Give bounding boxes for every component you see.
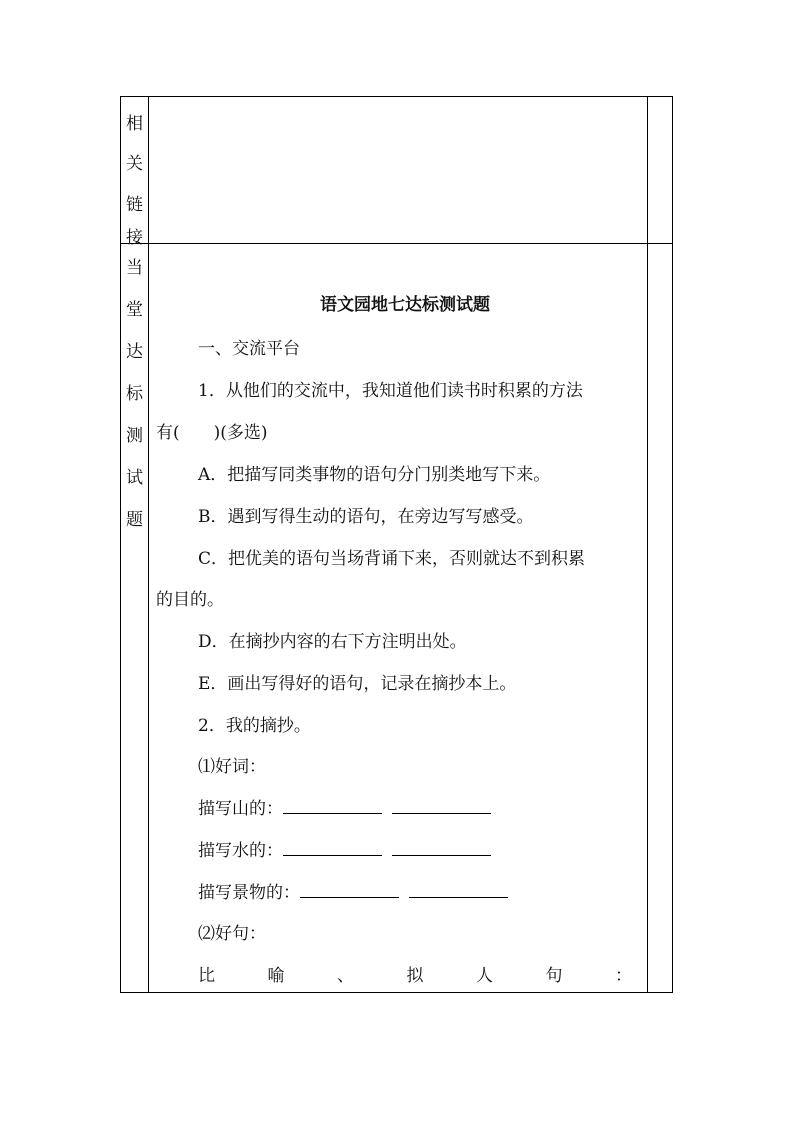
answer-blank[interactable]: [392, 841, 491, 856]
mountains-label: 描写山的：: [198, 799, 283, 819]
label-char: 题: [126, 510, 143, 530]
answer-blank[interactable]: [283, 841, 382, 856]
in-class-test-label: [121, 243, 148, 993]
answer-blank[interactable]: [392, 799, 491, 814]
scenery-label: 描写景物的：: [198, 883, 300, 903]
label-char: 堂: [126, 300, 143, 320]
scenery-row: [198, 883, 518, 903]
line-char: 喻: [267, 966, 285, 986]
answer-blank[interactable]: [300, 883, 399, 898]
line-char: 拟: [406, 966, 424, 986]
section-heading: 一、交流平台: [198, 339, 300, 359]
line-char: 比: [198, 966, 215, 986]
option-b: B．遇到写得生动的语句，在旁边写写感受。: [198, 507, 534, 527]
option-d: D．在摘抄内容的右下方注明出处。: [198, 632, 467, 652]
label-char: 链: [126, 195, 143, 215]
question-1-line-2: 有( )(多选): [156, 423, 268, 443]
related-links-label: [121, 97, 148, 248]
test-title: 语文园地七达标测试题: [320, 295, 490, 315]
line-char: 句: [545, 966, 563, 986]
option-e: E．画出写得好的语句，记录在摘抄本上。: [198, 674, 517, 694]
label-char: 达: [126, 342, 143, 362]
option-c-line-1: C．把优美的语句当场背诵下来，否则就达不到积累: [198, 549, 586, 569]
good-words-heading: ⑴好词：: [198, 757, 266, 777]
label-char: 标: [126, 384, 143, 404]
label-char: 相: [126, 114, 143, 134]
label-char: 当: [126, 258, 143, 278]
label-column-divider: [148, 97, 149, 992]
label-char: 关: [126, 154, 143, 174]
line-char: 、: [337, 966, 354, 986]
option-c-line-2: 的目的。: [156, 590, 224, 610]
label-char: 接: [126, 228, 143, 248]
question-1-line-1: 1．从他们的交流中，我知道他们读书时积累的方法: [198, 381, 583, 401]
lesson-table: [120, 96, 673, 993]
right-column-divider: [647, 97, 648, 992]
answer-blank[interactable]: [409, 883, 508, 898]
water-row: [198, 841, 501, 861]
metaphor-personification-line: [198, 966, 632, 986]
line-char: ：: [615, 966, 632, 986]
water-label: 描写水的：: [198, 841, 283, 861]
mountains-row: [198, 799, 501, 819]
answer-blank[interactable]: [283, 799, 382, 814]
good-sentences-heading: ⑵好句：: [198, 924, 266, 944]
row-divider: [121, 243, 672, 244]
label-char: 试: [126, 468, 143, 488]
question-2: 2．我的摘抄。: [198, 716, 311, 736]
line-char: 人: [476, 966, 493, 986]
label-char: 测: [126, 426, 143, 446]
option-a: A．把描写同类事物的语句分门别类地写下来。: [198, 465, 551, 485]
